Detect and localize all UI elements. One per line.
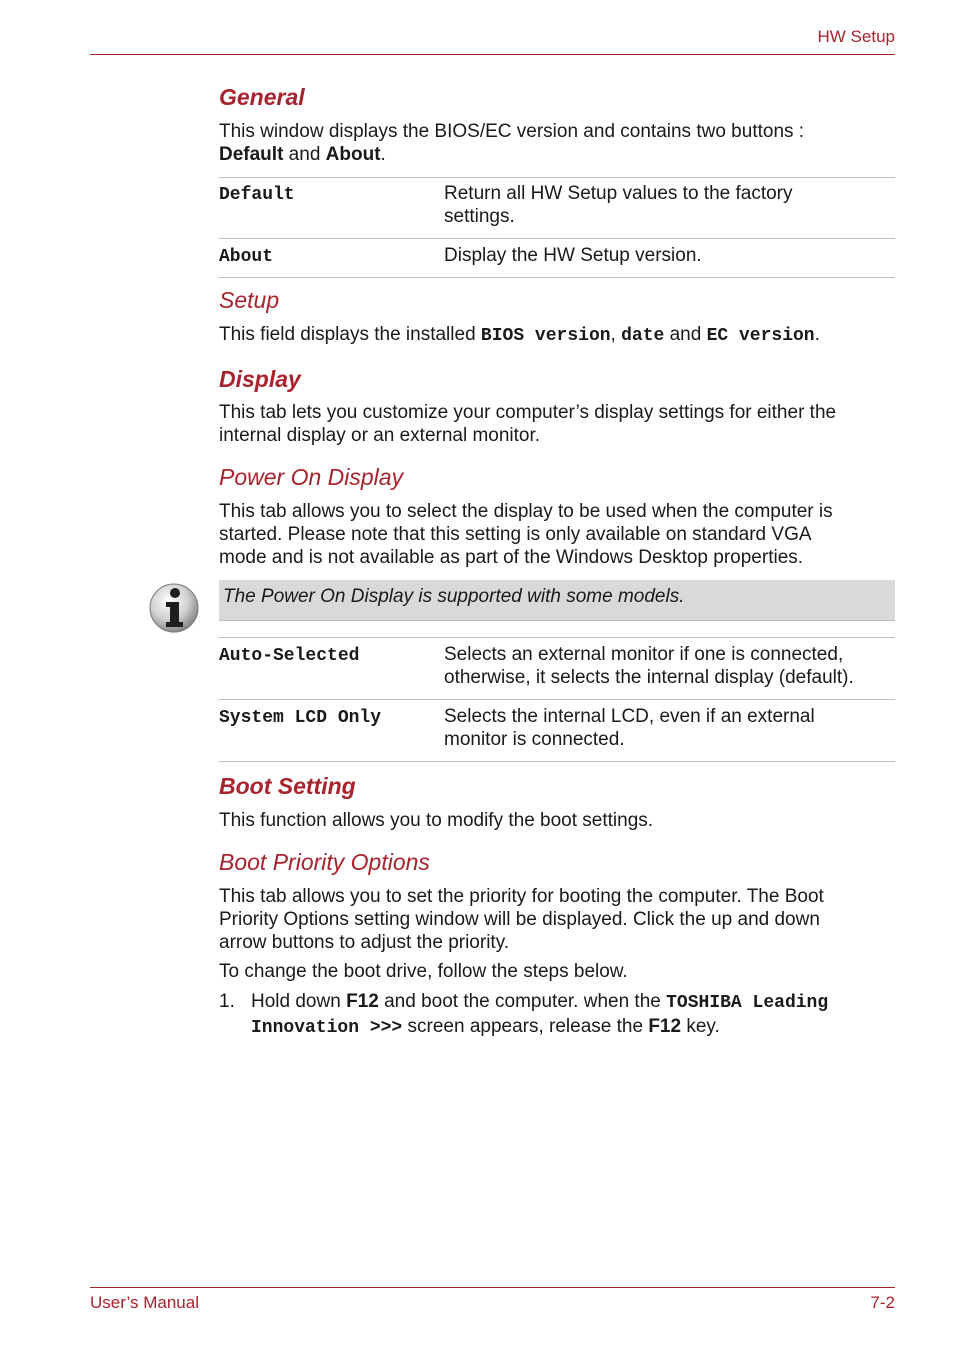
power-on-line1: This tab allows you to select the display to be used when the computer is	[219, 501, 833, 522]
row-key: System LCD Only	[219, 708, 382, 728]
row-key: Default	[219, 185, 295, 205]
default-bold: Default	[219, 144, 284, 165]
table-row	[219, 638, 895, 700]
setup-text: ,	[610, 324, 622, 345]
info-icon	[148, 582, 200, 634]
general-table	[219, 177, 895, 278]
row-value-line1: Return all HW Setup values to the factory	[444, 183, 793, 204]
boot-priority-line3: arrow buttons to adjust the priority.	[219, 932, 510, 953]
period-text: .	[380, 144, 386, 165]
display-line2: internal display or an external monitor.	[219, 425, 541, 446]
note-box	[219, 580, 895, 621]
boot-priority-line1: This tab allows you to set the priority for booting the computer. The Boot	[219, 886, 824, 907]
display-line1: This tab lets you customize your computer’s display settings for either the	[219, 402, 837, 423]
setup-heading: Setup	[219, 287, 280, 313]
footer-page-number: 7-2	[870, 1293, 895, 1312]
setup-text: and	[664, 324, 707, 345]
step-part: Hold down	[251, 991, 347, 1012]
row-value	[444, 182, 894, 228]
footer-manual-title: User’s Manual	[90, 1293, 199, 1312]
boot-priority-heading: Boot Priority Options	[219, 849, 430, 875]
toshiba-screen-code: TOSHIBA Leading	[666, 993, 829, 1013]
table-row	[219, 178, 895, 239]
step-part: and boot the computer. when the	[378, 991, 667, 1012]
step-text	[251, 990, 891, 1040]
power-on-table	[219, 637, 895, 762]
power-on-line2: started. Please note that this setting is only available on standard VGA	[219, 524, 812, 545]
table-row	[219, 700, 895, 762]
power-on-line3: mode and is not available as part of the Windows Desktop properties.	[219, 547, 804, 568]
step-part: key.	[681, 1016, 720, 1037]
row-value-line2: otherwise, it selects the internal display (default).	[444, 667, 854, 688]
ec-version-code: EC version	[706, 326, 815, 346]
setup-text: This field displays the installed	[219, 324, 481, 345]
step-line2	[251, 1015, 891, 1040]
boot-priority-instruction: To change the boot drive, follow the steps below.	[219, 961, 628, 982]
row-value-line2: monitor is connected.	[444, 729, 625, 750]
note-text: The Power On Display is supported with some models.	[223, 586, 685, 607]
boot-priority-description	[219, 885, 895, 954]
row-key: About	[219, 247, 274, 267]
f12-key: F12	[648, 1016, 682, 1037]
date-code: date	[621, 326, 665, 346]
boot-setting-heading: Boot Setting	[219, 773, 356, 799]
display-description	[219, 401, 895, 447]
setup-text: .	[814, 324, 820, 345]
row-value: Display the HW Setup version.	[444, 245, 702, 266]
table-row	[219, 239, 895, 278]
row-key: Auto-Selected	[219, 646, 360, 666]
setup-description	[219, 323, 895, 348]
row-value-line1: Selects an external monitor if one is connected,	[444, 644, 844, 665]
row-value	[444, 705, 894, 751]
display-heading: Display	[219, 366, 301, 392]
step-line1	[251, 990, 891, 1015]
power-on-display-heading: Power On Display	[219, 464, 404, 490]
general-description-line2	[219, 143, 895, 166]
row-value-line1: Selects the internal LCD, even if an external	[444, 706, 815, 727]
step-number: 1.	[219, 991, 235, 1012]
boot-priority-line2: Priority Options setting window will be displayed. Click the up and down	[219, 909, 820, 930]
row-value-line2: settings.	[444, 206, 515, 227]
and-text: and	[283, 144, 326, 165]
general-description	[219, 120, 895, 166]
f12-key: F12	[346, 991, 379, 1012]
innovation-code: Innovation >>>	[251, 1018, 403, 1038]
general-heading: General	[219, 84, 305, 110]
general-description-line1: This window displays the BIOS/EC version and contains two buttons :	[219, 121, 805, 142]
power-on-display-description	[219, 500, 895, 569]
boot-setting-description: This function allows you to modify the boot settings.	[219, 810, 654, 831]
row-value	[444, 643, 894, 689]
page-footer	[90, 1287, 895, 1312]
header-title: HW Setup	[817, 27, 895, 46]
bios-version-code: BIOS version	[480, 326, 611, 346]
page-header	[90, 0, 895, 55]
about-bold: About	[325, 144, 381, 165]
step-part: screen appears, release the	[402, 1016, 649, 1037]
